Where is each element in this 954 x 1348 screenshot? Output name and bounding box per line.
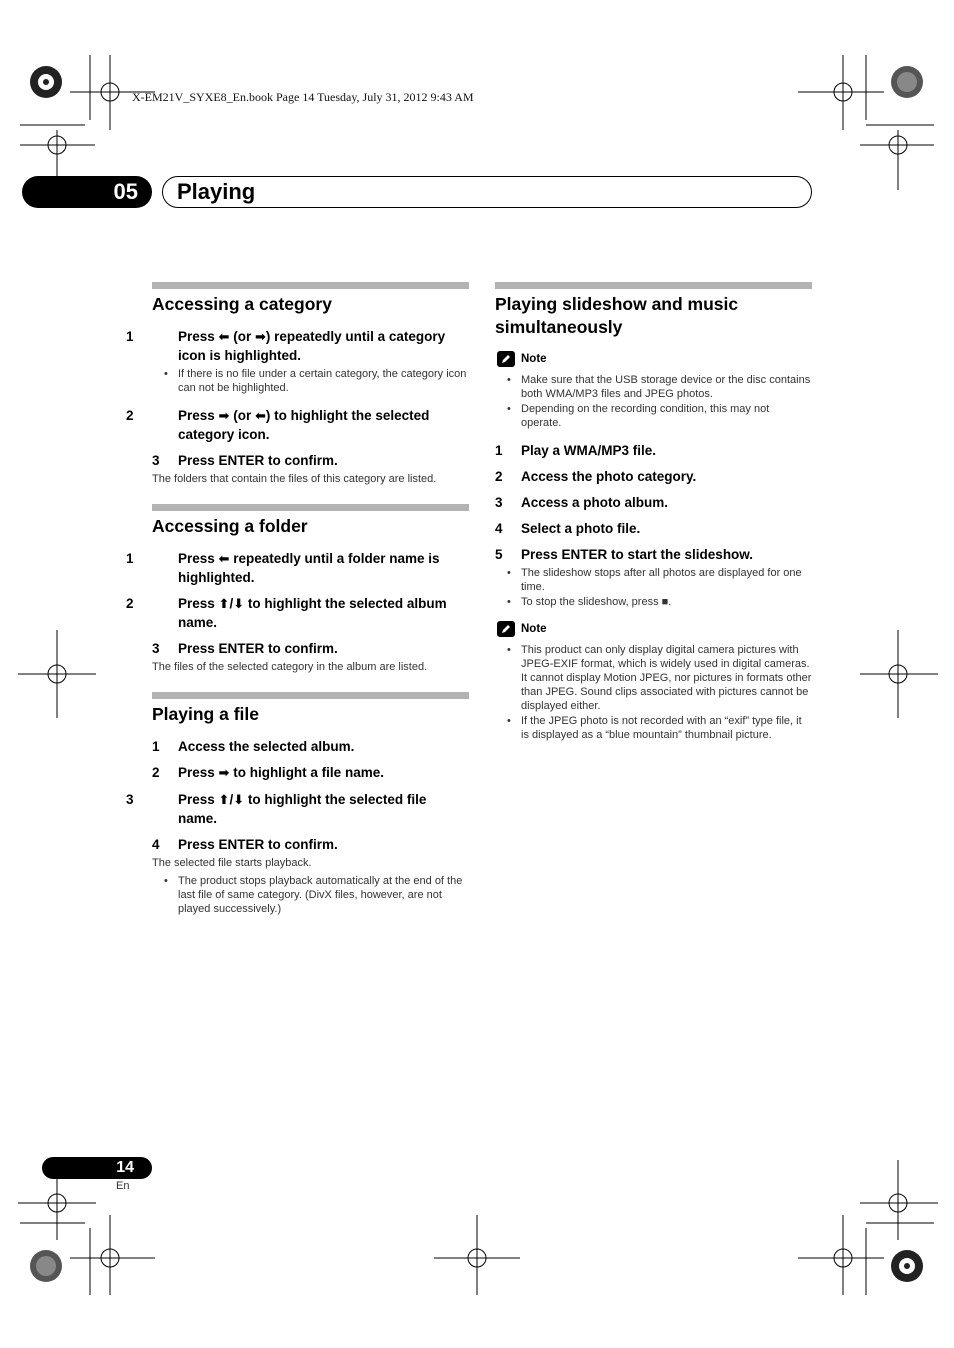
step-2: 2 Press ➡ (or ⬅) to highlight the selected category icon. — [126, 408, 430, 442]
page-language: En — [116, 1180, 130, 1192]
print-header: X-EM21V_SYXE8_En.book Page 14 Tuesday, July 31, 2012 9:43 AM — [132, 90, 474, 104]
step-1: 1 Access the selected album. — [152, 739, 355, 754]
bullet-list — [495, 566, 812, 609]
list-item: • The slideshow stops after all photos are displayed for one time. — [495, 566, 812, 594]
pencil-note-icon — [497, 621, 515, 637]
chapter-title — [162, 176, 812, 208]
section-title-accessing-folder: Accessing a folder — [152, 516, 308, 536]
up-arrow-icon: ⬆ — [218, 597, 230, 612]
left-arrow-icon: ⬅ — [218, 552, 230, 567]
left-arrow-icon: ⬅ — [218, 330, 230, 345]
list-item: • The product stops playback automatically at the end of the last file of same category. (DivX files, however, are not played successively.) — [152, 874, 469, 916]
left-column — [126, 282, 469, 928]
right-arrow-icon: ➡ — [254, 330, 266, 345]
list-item: • If there is no file under a certain category, the category icon can not be highlighted. — [152, 367, 469, 395]
step-3: 3 Press ENTER to confirm. — [152, 453, 338, 468]
step-4: 4 Press ENTER to confirm. — [152, 837, 338, 852]
step-description: The files of the selected category in the album are listed. — [152, 661, 428, 673]
list-item: • Depending on the recording condition, this may not operate. — [495, 402, 812, 430]
step-1: 1 Press ⬅ repeatedly until a folder name is highlighted. — [126, 551, 440, 585]
down-arrow-icon: ⬇ — [233, 597, 245, 612]
down-arrow-icon: ⬇ — [233, 793, 245, 808]
left-arrow-icon: ⬅ — [254, 409, 266, 424]
note-header — [497, 621, 812, 637]
step-4: 4 Select a photo file. — [495, 521, 641, 536]
section-rule — [152, 504, 469, 511]
chapter-number-tab: 05 — [22, 176, 152, 208]
list-item: • To stop the slideshow, press ■. — [495, 595, 812, 609]
note-label: Note — [521, 353, 547, 365]
note-label: Note — [521, 623, 547, 635]
step-3: 3 Press ⬆/⬇ to highlight the selected file name. — [126, 792, 427, 826]
note-bullet-list — [495, 373, 812, 430]
chapter-title-text: Playing — [177, 179, 256, 204]
bullet-list — [152, 367, 469, 395]
section-rule — [495, 282, 812, 289]
page-number: 14 — [42, 1157, 152, 1179]
section-title-slideshow: Playing slideshow and music simultaneously — [495, 294, 739, 337]
up-arrow-icon: ⬆ — [218, 793, 230, 808]
step-description: The folders that contain the files of this category are listed. — [152, 473, 437, 485]
right-arrow-icon: ➡ — [218, 409, 230, 424]
list-item: • This product can only display digital camera pictures with JPEG-EXIF format, which is widely used in digital cameras. It cannot display Motion JPEG, nor pictures in formats other than JPEG. Sound clips associated with pictures cannot be displayed either. — [495, 643, 812, 713]
step-2: 2 Press ➡ to highlight a file name. — [152, 765, 384, 781]
right-column — [495, 282, 812, 754]
section-rule — [152, 282, 469, 289]
stop-icon: ■ — [661, 596, 669, 608]
step-1: 1 Play a WMA/MP3 file. — [495, 443, 657, 458]
section-title-playing-file: Playing a file — [152, 704, 259, 724]
pencil-note-icon — [497, 351, 515, 367]
list-item: • If the JPEG photo is not recorded with an “exif” type file, it is displayed as a “blue mountain” thumbnail picture. — [495, 714, 812, 742]
note-header — [497, 351, 812, 367]
step-description: The selected file starts playback. — [152, 857, 312, 869]
step-2: 2 Press ⬆/⬇ to highlight the selected album name. — [126, 596, 447, 630]
note-bullet-list — [495, 643, 812, 742]
step-1: 1 Press ⬅ (or ➡) repeatedly until a category icon is highlighted. — [126, 329, 446, 363]
bullet-list — [152, 874, 469, 916]
section-title-accessing-category: Accessing a category — [152, 294, 332, 314]
list-item: • Make sure that the USB storage device or the disc contains both WMA/MP3 files and JPEG photos. — [495, 373, 812, 401]
section-rule — [152, 692, 469, 699]
step-5: 5 Press ENTER to start the slideshow. — [495, 547, 754, 562]
right-arrow-icon: ➡ — [218, 766, 230, 781]
step-3: 3 Access a photo album. — [495, 495, 669, 510]
step-3: 3 Press ENTER to confirm. — [152, 641, 338, 656]
step-2: 2 Access the photo category. — [495, 469, 697, 484]
